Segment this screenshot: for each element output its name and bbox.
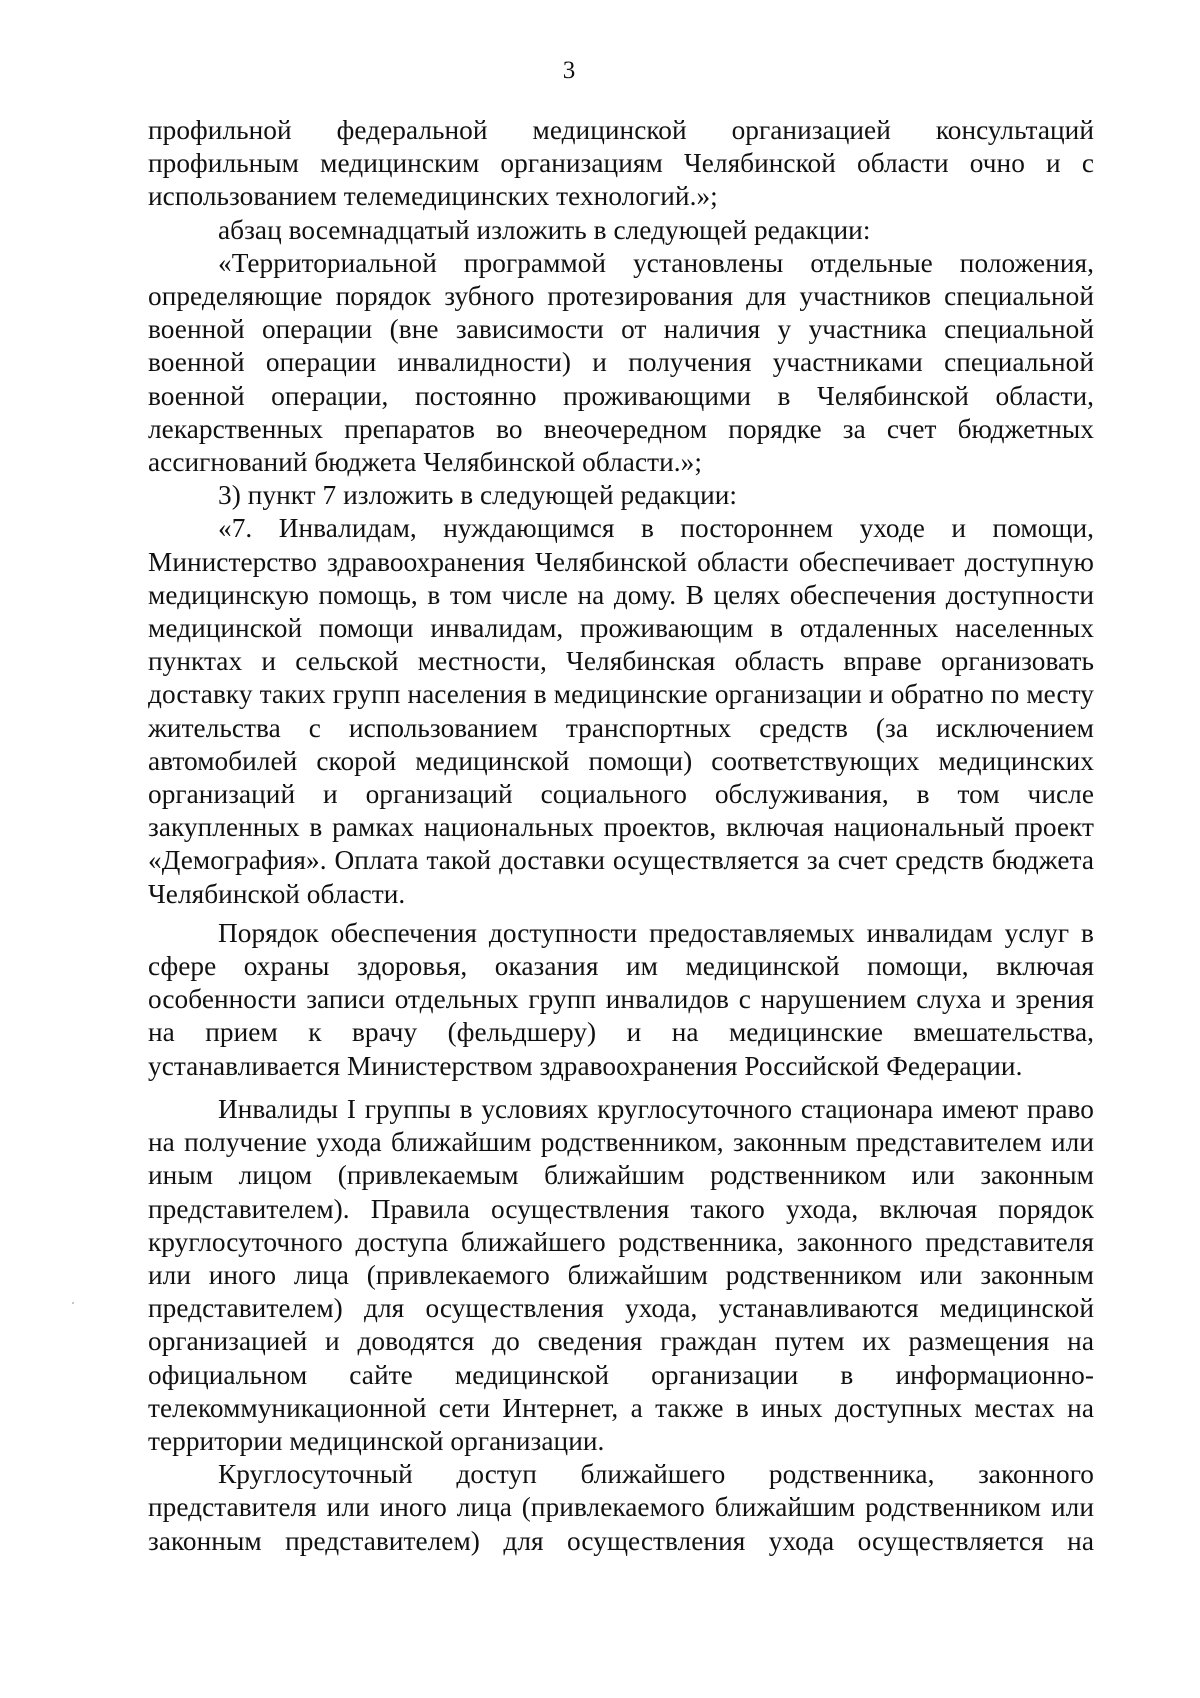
paragraph-group-1-disabled-care: Инвалиды I группы в условиях круглосуточного стационара имеют право на получение ухода ближайшим родственником, законным представителем или иным лицом (привлекаемым ближайшим родственником или законным представителем). Правила осуществления такого ухода, включая порядок круглосуточного доступа ближайшего родственника, законного представителя или иного лица (привлекаемого ближайшим родственником или законным представителем) для осуществления ухода, устанавливаются медицинской организацией и доводятся до сведения граждан путем их размещения на официальном сайте медицинской организации в информационно-телекоммуникационной сети Интернет, а также в иных доступных местах на территории медицинской организации. xyxy=(148,1093,1094,1456)
paragraph-amendment-instruction: абзац восемнадцатый изложить в следующей редакции: xyxy=(218,214,871,245)
paragraph-round-the-clock-access: Круглосуточный доступ ближайшего родственника, законного представителя или иного лица (привлекаемого ближайшим родственником или законным представителем) для осуществления ухода осуществляется на xyxy=(148,1459,1094,1556)
paragraph-quoted-provision: «Территориальной программой установлены отдельные положения, определяющие порядок зубного протезирования для участников специальной военной операции (вне зависимости от наличия у участника специальной военной операции инвалидности) и получения участниками специальной военной операции, постоянно проживающими в Челябинской области, лекарственных препаратов во внеочередном порядке за счет бюджетных ассигнований бюджета Челябинской области.»; xyxy=(148,247,1094,478)
scan-artifact-dot xyxy=(72,1302,74,1304)
paragraph-item-3-instruction: 3) пункт 7 изложить в следующей редакции: xyxy=(218,480,738,511)
paragraph-continuation: профильной федеральной медицинской организацией консультаций профильным медицинским организациям Челябинской области очно и с использованием телемедицинских технологий.»; xyxy=(148,115,1094,212)
page-number: 3 xyxy=(562,57,576,84)
paragraph-item-7: «7. Инвалидам, нуждающимся в постороннем уходе и помощи, Министерство здравоохранения Челябинской области обеспечивает доступную медицинскую помощь, в том числе на дому. В целях обеспечения доступности медицинской помощи инвалидам, проживающим в отдаленных населенных пунктах и сельской местности, Челябинская область вправе организовать доставку таких групп населения в медицинские организации и обратно по месту жительства с использованием транспортных средств (за исключением автомобилей скорой медицинской помощи) соответствующих медицинских организаций и организаций социального обслуживания, в том числе закупленных в рамках национальных проектов, включая национальный проект «Демография». Оплата такой доставки осуществляется за счет средств бюджета Челябинской области. xyxy=(148,513,1094,909)
document-body xyxy=(148,114,1094,1558)
paragraph-accessibility-procedure: Порядок обеспечения доступности предоставляемых инвалидам услуг в сфере охраны здоровья, оказания им медицинской помощи, включая особенности записи отдельных групп инвалидов с нарушением слуха и зрения на прием к врачу (фельдшеру) и на медицинские вмешательства, устанавливается Министерством здравоохранения Российской Федерации. xyxy=(148,917,1094,1081)
